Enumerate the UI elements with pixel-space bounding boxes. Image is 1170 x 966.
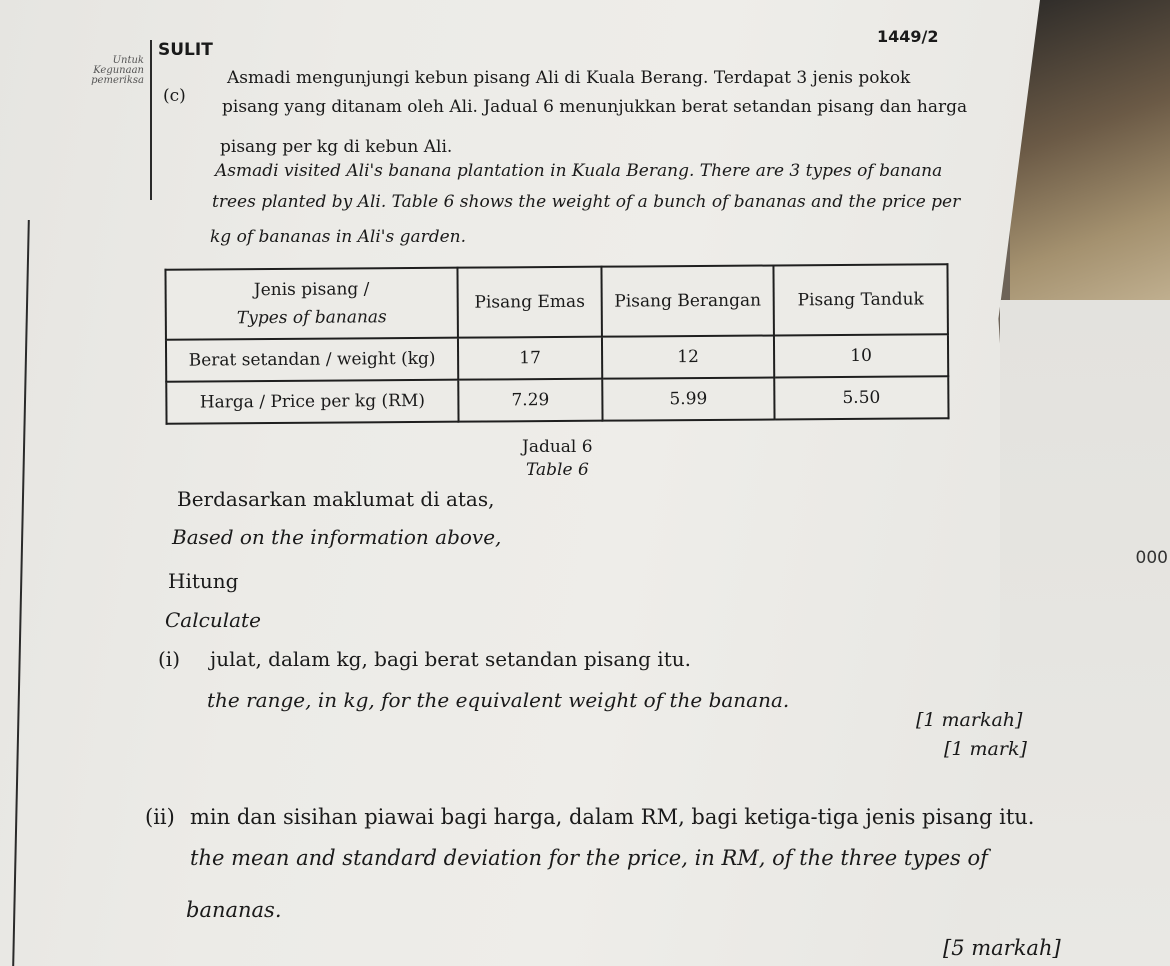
sulit-label: SULIT (158, 40, 213, 60)
table-caption-malay: Jadual 6 (522, 437, 593, 457)
question-label: (c) (163, 86, 186, 106)
margin-rule-top (150, 40, 152, 200)
part-i-marks-malay: [1 markah] (916, 709, 1023, 731)
part-i-label: (i) (158, 647, 181, 671)
background-scene (1010, 0, 1170, 330)
margin-doodle: 000 (1135, 548, 1168, 568)
paper-lower-right (1000, 300, 1170, 966)
english-line-2: trees planted by Ali. Table 6 shows the weight of a bunch of bananas and the price per (212, 192, 961, 212)
table-header-types: Jenis pisang / Types of bananas (165, 268, 457, 340)
malay-line-2: pisang yang ditanam oleh Ali. Jadual 6 menunjukkan berat setandan pisang dan harga (222, 97, 968, 117)
column-header: Pisang Tanduk (773, 264, 947, 335)
table-cell: 5.50 (774, 376, 948, 419)
column-header: Pisang Berangan (601, 265, 773, 336)
table-caption-english: Table 6 (526, 460, 589, 480)
english-line-3: kg of bananas in Ali's garden. (210, 227, 467, 247)
part-i-malay: julat, dalam kg, bagi berat setandan pisang itu. (210, 647, 691, 671)
table-cell: 7.29 (458, 379, 602, 422)
based-malay: Berdasarkan maklumat di atas, (177, 487, 495, 511)
examiner-note: Untuk Kegunaan pemeriksa (91, 55, 144, 86)
malay-line-3: pisang per kg di kebun Ali. (220, 137, 453, 157)
table-cell: 10 (774, 334, 948, 377)
table-row (166, 334, 948, 381)
based-english: Based on the information above, (172, 525, 502, 549)
part-ii-label: (ii) (145, 805, 175, 829)
english-line-1: Asmadi visited Ali's banana plantation in Kuala Berang. There are 3 types of banana (215, 161, 943, 181)
calc-malay: Hitung (168, 569, 239, 593)
table-cell: 12 (602, 335, 774, 378)
table-row (166, 376, 948, 423)
part-ii-marks-malay: [5 markah] (943, 936, 1061, 960)
part-i-marks-english: [1 mark] (944, 738, 1027, 760)
row-label: Harga / Price per kg (RM) (166, 380, 458, 424)
paper-code: 1449/2 (877, 27, 939, 46)
table-cell: 5.99 (602, 377, 774, 420)
part-ii-english-2: bananas. (186, 898, 282, 922)
column-header: Pisang Emas (457, 267, 601, 338)
data-table (164, 263, 949, 424)
row-label: Berat setandan / weight (kg) (166, 338, 458, 382)
table-cell: 17 (458, 337, 602, 380)
part-ii-malay: min dan sisihan piawai bagi harga, dalam RM, bagi ketiga-tiga jenis pisang itu. (190, 805, 1035, 829)
part-ii-english-1: the mean and standard deviation for the price, in RM, of the three types of (190, 846, 988, 870)
calc-english: Calculate (165, 608, 261, 632)
part-i-english: the range, in kg, for the equivalent weight of the banana. (207, 688, 790, 712)
malay-line-1: Asmadi mengunjungi kebun pisang Ali di Kuala Berang. Terdapat 3 jenis pokok (227, 68, 911, 88)
